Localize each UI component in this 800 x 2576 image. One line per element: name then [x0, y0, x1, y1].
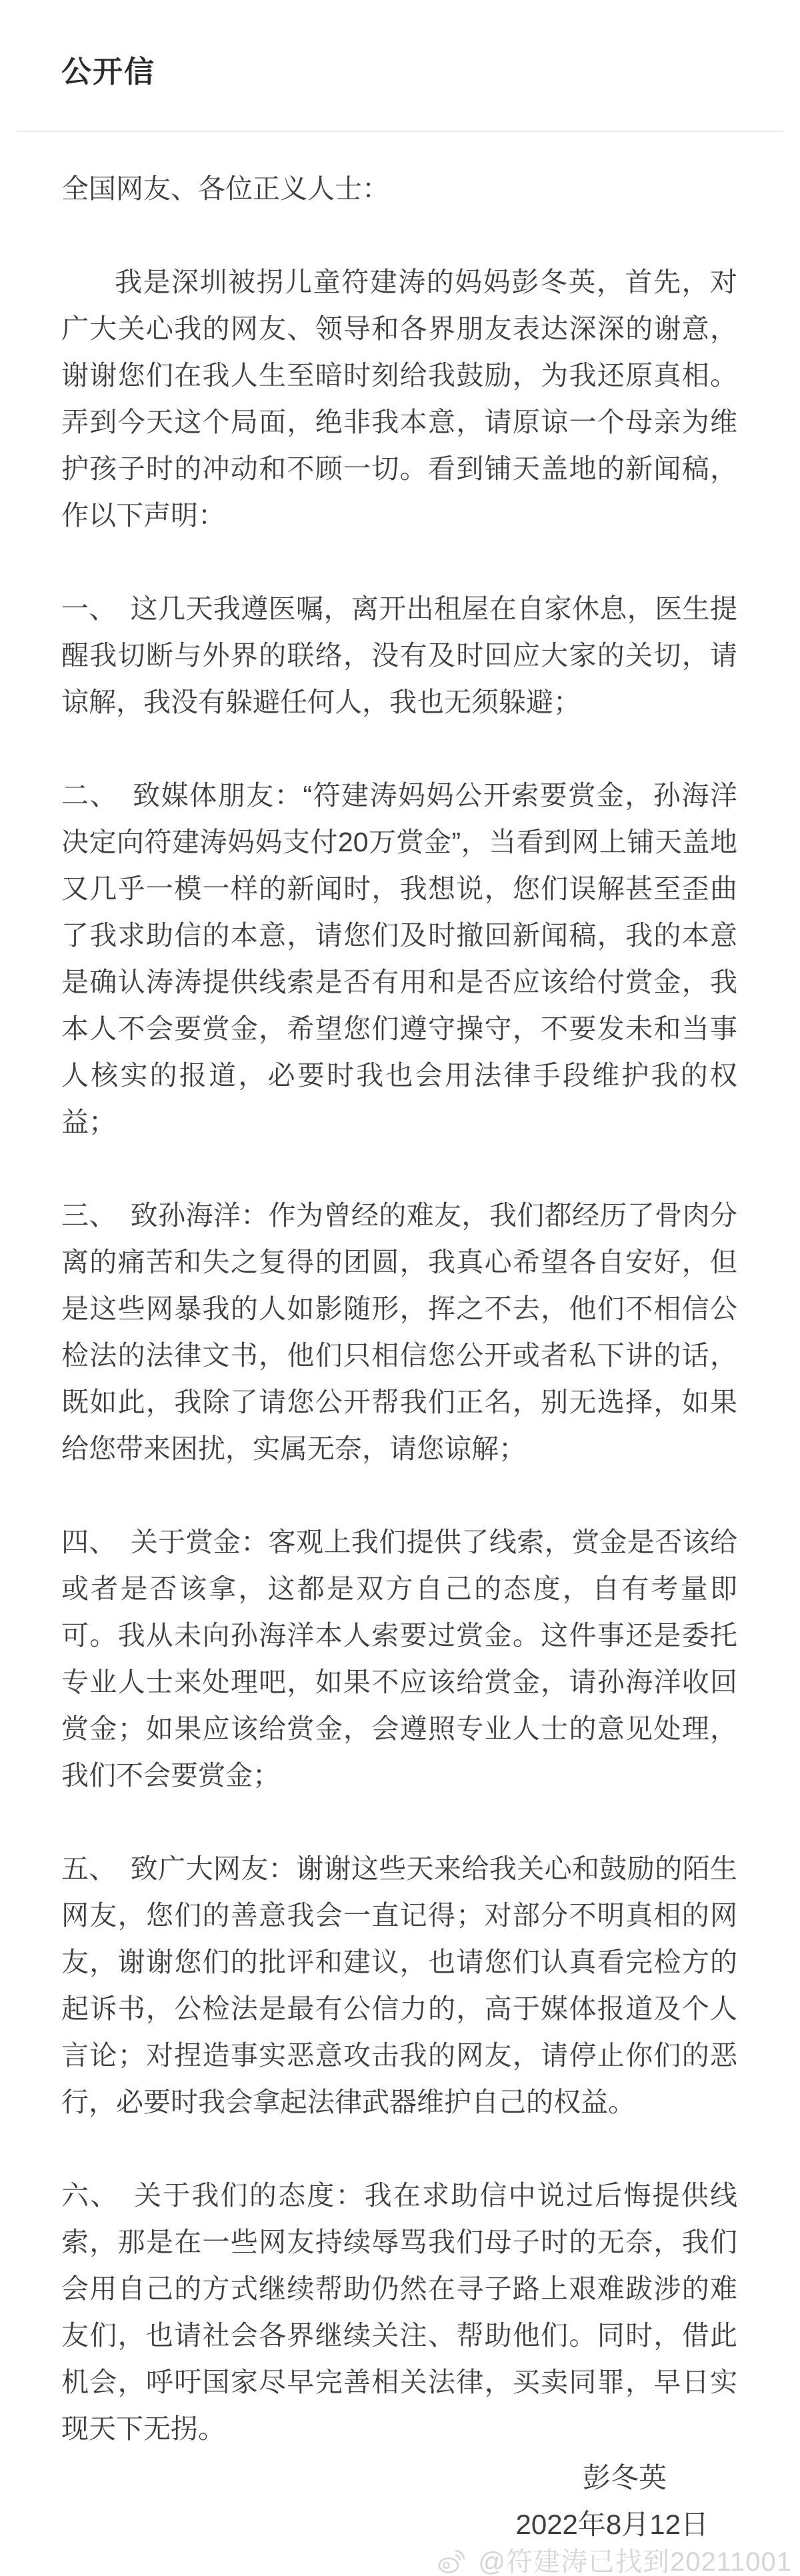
letter-paragraph-intro: 我是深圳被拐儿童符建涛的妈妈彭冬英，首先，对广大关心我的网友、领导和各界朋友表达深深的谢意，谢谢您们在我人生至暗时刻给我鼓励，为我还原真相。弄到今天这个局面，绝非我本意，请原谅一个母亲为维护孩子时的冲动和不顾一切。看到铺天盖地的新闻稿，作以下声明：	[61, 267, 737, 531]
letter-date: 2022年8月12日	[515, 2509, 709, 2540]
weibo-logo-icon	[437, 2548, 467, 2576]
letter-paragraph-3: 三、 致孙海洋：作为曾经的难友，我们都经历了骨肉分离的痛苦和失之复得的团圆，我真心希望各自安好，但是这些网暴我的人如影随形，挥之不去，他们不相信公检法的法律文书，他们只相信您公开或者私下讲的话，既如此，我除了请您公开帮我们正名，别无选择，如果给您带来困扰，实属无奈，请您谅解；	[61, 1200, 737, 1464]
letter-closing	[0, 2455, 800, 2548]
letter-title: 公开信	[61, 55, 156, 89]
letter-paragraph-6: 六、 关于我们的态度：我在求助信中说过后悔提供线索，那是在一些网友持续辱骂我们母子时的无奈，我们会用自己的方式继续帮助仍然在寻子路上艰难跋涉的难友们，也请社会各界继续关注、帮助他们。同时，借此机会，呼吁国家尽早完善相关法律，买卖同罪，早日实现天下无拐。	[61, 2180, 737, 2444]
signature: 彭冬英	[582, 2462, 667, 2493]
weibo-watermark	[0, 2548, 800, 2576]
letter-paragraph-1: 一、 这几天我遵医嘱，离开出租屋在自家休息，医生提醒我切断与外界的联络，没有及时回应大家的关切，请谅解，我没有躲避任何人，我也无须躲避；	[61, 593, 737, 717]
watermark-text: @符建涛已找到20211001	[478, 2547, 792, 2576]
letter-paragraph-4: 四、 关于赏金：客观上我们提供了线索，赏金是否该给或者是否该拿，这都是双方自己的态度，自有考量即可。我从未向孙海洋本人索要过赏金。这件事还是委托专业人士来处理吧，如果不应该给赏金，请孙海洋收回赏金；如果应该给赏金，会遵照专业人士的意见处理，我们不会要赏金；	[61, 1527, 737, 1791]
title-divider	[17, 131, 783, 132]
letter-salutation: 全国网友、各位正义人士：	[61, 173, 389, 204]
letter-paragraph-5: 五、 致广大网友：谢谢这些天来给我关心和鼓励的陌生网友，您们的善意我会一直记得；对部分不明真相的网友，谢谢您们的批评和建议，也请您们认真看完检方的起诉书，公检法是最有公信力的，高于媒体报道及个人言论；对捏造事实恶意攻击我的网友，请停止你们的恶行，必要时我会拿起法律武器维护自己的权益。	[61, 1853, 737, 2117]
letter-paragraph-2: 二、 致媒体朋友：“符建涛妈妈公开索要赏金，孙海洋决定向符建涛妈妈支付20万赏金”，当看到网上铺天盖地又几乎一模一样的新闻时，我想说，您们误解甚至歪曲了我求助信的本意，请您们及时撤回新闻稿，我的本意是确认涛涛提供线索是否有用和是否应该给付赏金，我本人不会要赏金，希望您们遵守操守，不要发未和当事人核实的报道，必要时我也会用法律手段维护我的权益；	[61, 780, 737, 1137]
